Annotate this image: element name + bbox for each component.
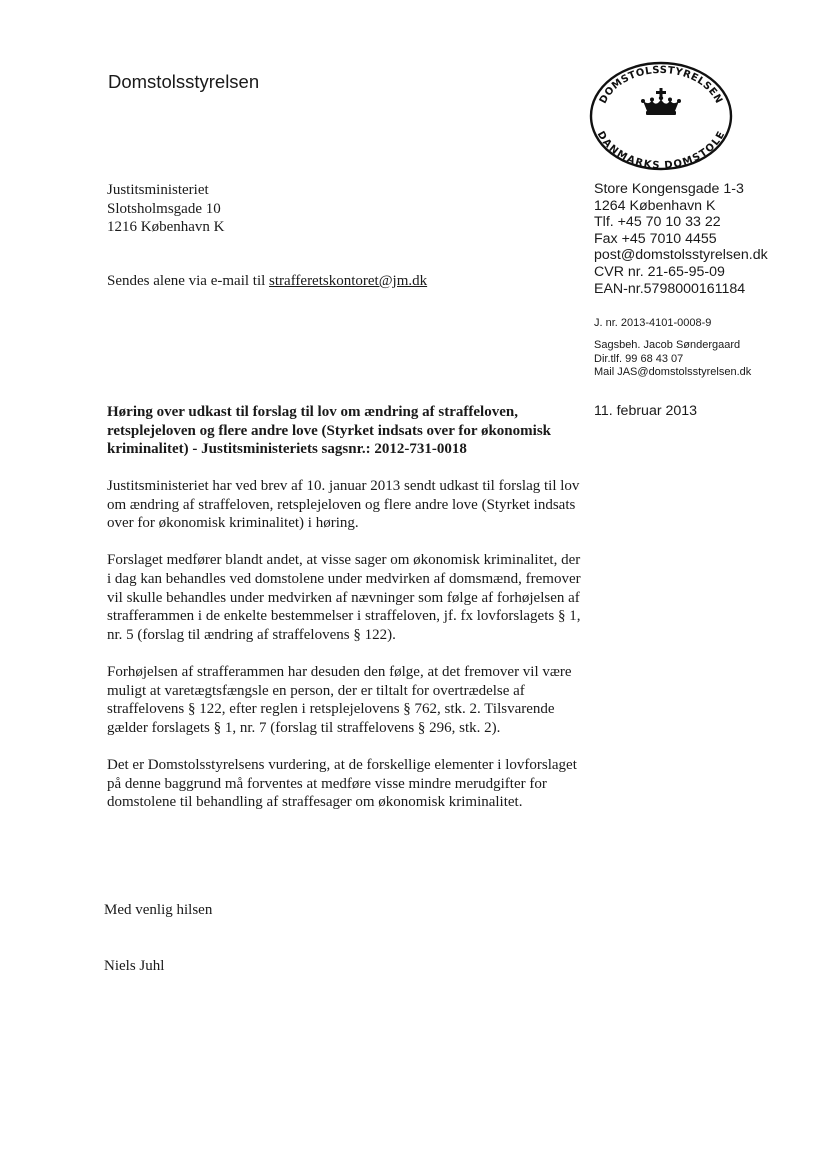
- contact-line: 1264 København K: [594, 197, 716, 214]
- contact-line: Tlf. +45 70 10 33 22: [594, 214, 721, 231]
- closing-greeting: Med venlig hilsen: [104, 902, 213, 918]
- contact-line: Store Kongensgade 1-3: [594, 181, 744, 197]
- letter-subject: Høring over udkast til forslag til lov om ændring af straffeloven, retsplejeloven og flere andre love (Styrket indsats over for økonomisk kriminalitet) - Justitsministeriets sagsnr.: 2012-731-0018: [107, 404, 551, 457]
- body-paragraph: Forslaget medfører blandt andet, at visse sager om økonomisk kriminalitet, der i dag kan behandles ved domstolene under medvirken af domsmænd, fremover vil skulle behandles under medvirken af nævninger som følge af forhøjelsen af strafferammen i de enkelte bestemmelser i straffeloven, jf. fx lovforslagets § 1, nr. 5 (forslag til ændring af straffelovens § 122).: [107, 552, 581, 643]
- contact-line: Fax +45 7010 4455: [594, 230, 717, 247]
- svg-text:DOMSTOLSSTYRELSEN: DOMSTOLSSTYRELSEN: [597, 64, 725, 106]
- recipient-email-link[interactable]: strafferetskontoret@jm.dk: [269, 273, 428, 289]
- officer-mail: Mail JAS@domstolsstyrelsen.dk: [594, 365, 752, 378]
- body-paragraph: Det er Domstolsstyrelsens vurdering, at de forskellige elementer i lovforslaget på denne baggrund må forventes at medføre visse mindre merudgifter for domstolene til behandling af straffesager om økonomisk kriminalitet.: [107, 756, 577, 811]
- contact-line: EAN-nr.5798000161184: [594, 280, 746, 297]
- letter-date: 11. februar 2013: [594, 403, 698, 419]
- recipient-address: [107, 181, 224, 237]
- case-info-block: [594, 317, 751, 379]
- sent-via-line: [107, 273, 427, 290]
- signer-name: Niels Juhl: [104, 958, 165, 974]
- body-paragraph: Forhøjelsen af strafferammen har desuden den følge, at det fremover vil være muligt at varetægtsfængsle en person, der er tiltalt for overtrædelse af straffelovens § 122, efter reglen i retsplejelovens § 762, stk. 2. Tilsvarende gælder forslagets § 1, nr. 7 (forslag til straffelovens § 296, stk. 2).: [107, 663, 572, 736]
- sender-contact-block: [594, 181, 768, 297]
- organization-name: Domstolsstyrelsen: [108, 71, 260, 92]
- contact-line: CVR nr. 21-65-95-09: [594, 263, 725, 280]
- journal-number: J. nr. 2013-4101-0008-9: [594, 317, 712, 329]
- recipient-line: Slotsholmsgade 10: [107, 200, 221, 217]
- court-seal-logo: [589, 61, 733, 171]
- recipient-line: Justitsministeriet: [107, 182, 209, 198]
- body-paragraph: Justitsministeriet har ved brev af 10. januar 2013 sendt udkast til forslag til lov om ændring af straffeloven, retsplejeloven og flere andre love (Styrket indsats over for økonomisk kriminalitet) i høring.: [107, 478, 580, 532]
- direct-phone: Dir.tlf. 99 68 43 07: [594, 352, 684, 365]
- svg-text:DANMARKS DOMSTOLE: DANMARKS DOMSTOLE: [594, 129, 728, 171]
- recipient-line: 1216 København K: [107, 219, 225, 235]
- letter-body: [107, 477, 582, 830]
- case-officer: Sagsbeh. Jacob Søndergaard: [594, 339, 741, 352]
- contact-email: post@domstolsstyrelsen.dk: [594, 247, 768, 264]
- crown-icon: [641, 88, 681, 115]
- sent-via-prefix: Sendes alene via e-mail til: [107, 273, 270, 289]
